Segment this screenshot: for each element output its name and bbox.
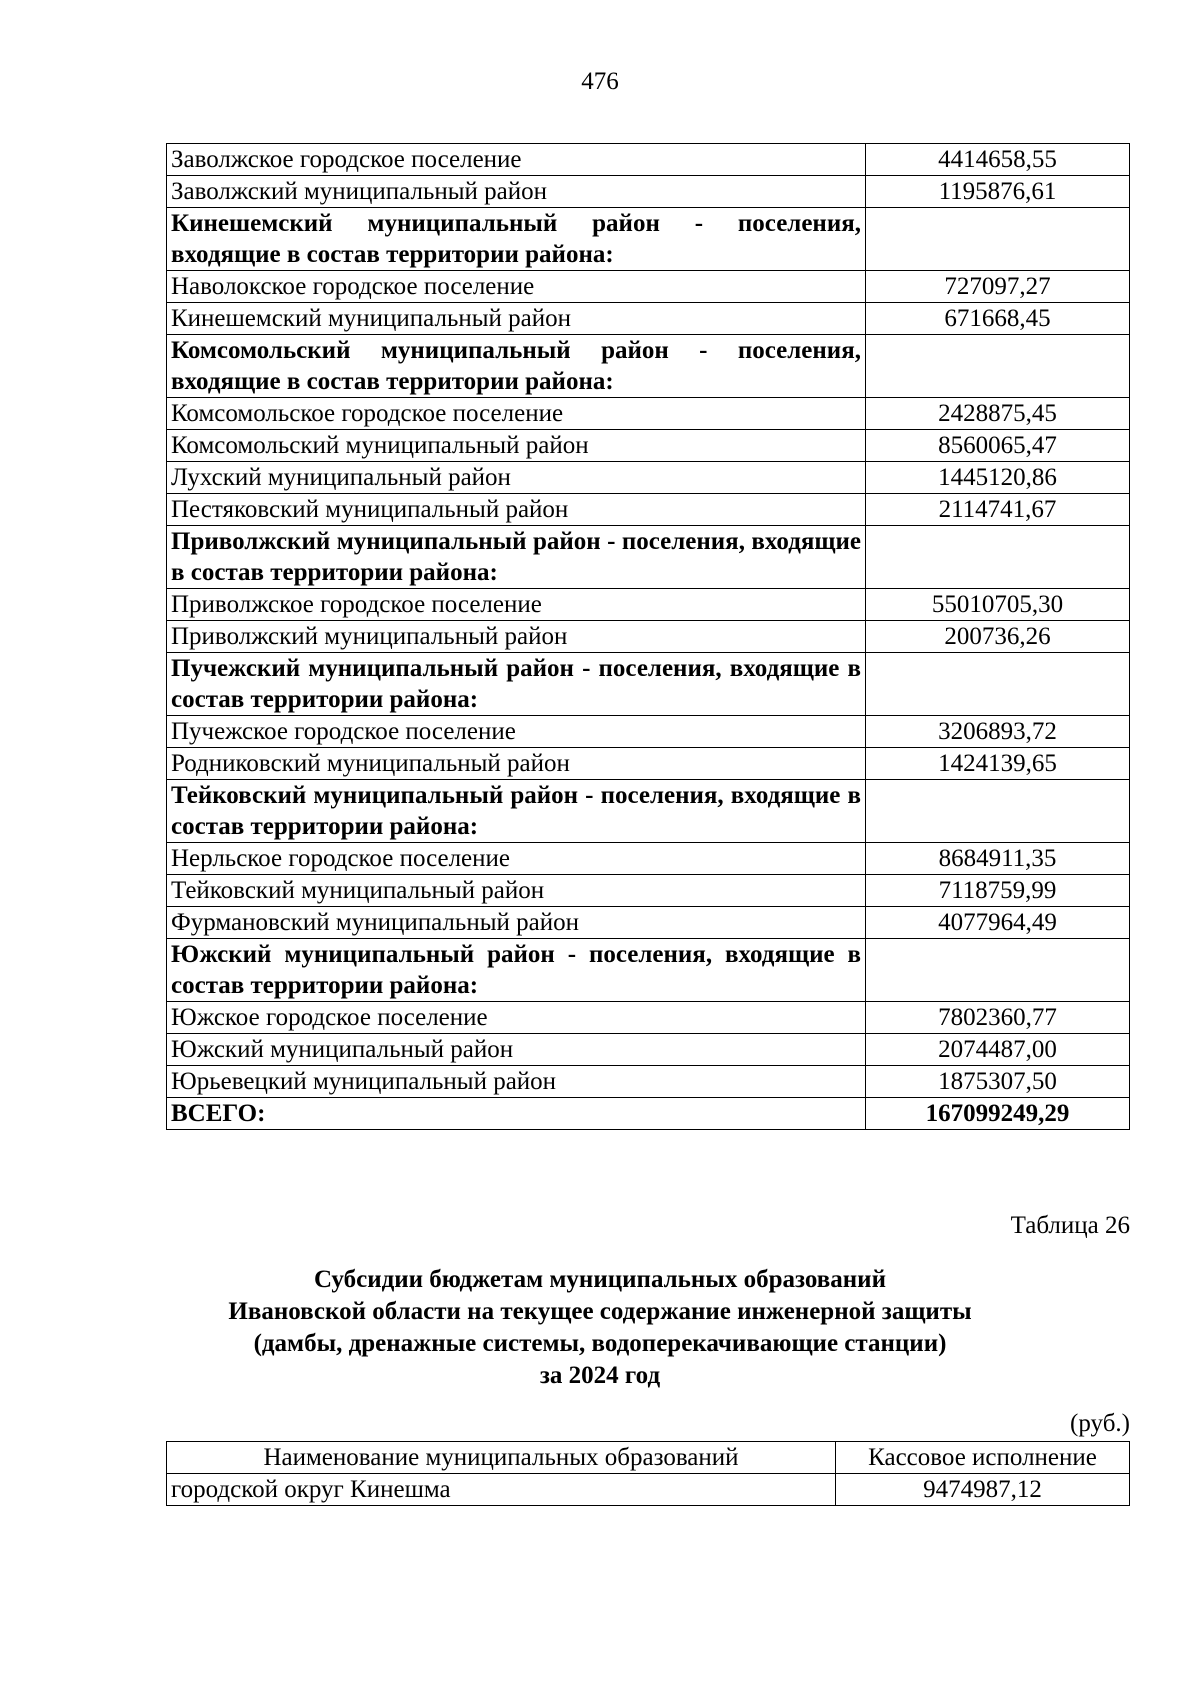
municipality-name-cell: Приволжское городское поселение: [167, 589, 866, 621]
amount-cell: 200736,26: [866, 621, 1130, 653]
municipality-name-cell: Южское городское поселение: [167, 1002, 866, 1034]
group-header-row: [167, 939, 1130, 1002]
table-row: [167, 398, 1130, 430]
municipality-name-cell: Тейковский муниципальный район - поселения, входящие в состав территории района:: [167, 780, 866, 843]
municipality-name-cell: Южский муниципальный район - поселения, входящие в состав территории района:: [167, 939, 866, 1002]
table-row: [167, 1002, 1130, 1034]
table-row: [167, 494, 1130, 526]
table-row: [167, 1066, 1130, 1098]
municipality-name-cell: Пучежское городское поселение: [167, 716, 866, 748]
municipality-name-cell: Комсомольский муниципальный район: [167, 430, 866, 462]
amount-cell: 671668,45: [866, 303, 1130, 335]
municipality-name-cell: Лухский муниципальный район: [167, 462, 866, 494]
table-title-line: за 2024 год: [539, 1362, 661, 1389]
table-title-line: (дамбы, дренажные системы, водоперекачивающие станции): [253, 1330, 947, 1357]
amount-cell: 4077964,49: [866, 907, 1130, 939]
amount-cell: 7118759,99: [866, 875, 1130, 907]
amount-cell: 3206893,72: [866, 716, 1130, 748]
municipality-name-cell: городской округ Кинешма: [167, 1474, 836, 1506]
group-header-row: [167, 780, 1130, 843]
municipality-name-cell: Южский муниципальный район: [167, 1034, 866, 1066]
municipality-name-cell: Родниковский муниципальный район: [167, 748, 866, 780]
municipality-name-cell: Пестяковский муниципальный район: [167, 494, 866, 526]
table-row: [167, 144, 1130, 176]
amount-cell: 9474987,12: [836, 1474, 1130, 1506]
table-title: [0, 1264, 1200, 1392]
amount-cell: 4414658,55: [866, 144, 1130, 176]
municipality-name-cell: Комсомольский муниципальный район - поселения, входящие в состав территории района:: [167, 335, 866, 398]
table-row: [167, 621, 1130, 653]
table-row: [167, 271, 1130, 303]
amount-cell: 2074487,00: [866, 1034, 1130, 1066]
table-row: [167, 430, 1130, 462]
municipality-name-cell: Пучежский муниципальный район - поселения, входящие в состав территории района:: [167, 653, 866, 716]
amount-cell: 1875307,50: [866, 1066, 1130, 1098]
municipality-name-cell: Фурмановский муниципальный район: [167, 907, 866, 939]
municipality-name-cell: Наволокское городское поселение: [167, 271, 866, 303]
subsidies-continuation-table: [166, 143, 1130, 1130]
page-number: 476: [581, 68, 619, 95]
municipality-name-cell: Кинешемский муниципальный район - поселения, входящие в состав территории района:: [167, 208, 866, 271]
municipality-name-cell: Приволжский муниципальный район - поселения, входящие в состав территории района:: [167, 526, 866, 589]
amount-cell: 55010705,30: [866, 589, 1130, 621]
amount-cell: 167099249,29: [866, 1098, 1130, 1130]
amount-cell: [866, 208, 1130, 271]
table-row: [167, 176, 1130, 208]
group-header-row: [167, 208, 1130, 271]
table-row: [167, 303, 1130, 335]
table-row: [167, 589, 1130, 621]
municipality-name-cell: Кинешемский муниципальный район: [167, 303, 866, 335]
table-row: [167, 748, 1130, 780]
municipality-name-cell: Заволжское городское поселение: [167, 144, 866, 176]
amount-cell: [866, 780, 1130, 843]
municipality-name-cell: Нерльское городское поселение: [167, 843, 866, 875]
amount-cell: 727097,27: [866, 271, 1130, 303]
amount-cell: 1424139,65: [866, 748, 1130, 780]
amount-cell: [866, 335, 1130, 398]
municipality-name-cell: Тейковский муниципальный район: [167, 875, 866, 907]
amount-cell: 8560065,47: [866, 430, 1130, 462]
table-row: [167, 1034, 1130, 1066]
table-title-line: Субсидии бюджетам муниципальных образований: [314, 1266, 886, 1293]
amount-cell: [866, 653, 1130, 716]
column-header-name: Наименование муниципальных образований: [167, 1442, 836, 1474]
amount-cell: 1195876,61: [866, 176, 1130, 208]
municipality-name-cell: Приволжский муниципальный район: [167, 621, 866, 653]
amount-cell: 2428875,45: [866, 398, 1130, 430]
municipality-name-cell: Комсомольское городское поселение: [167, 398, 866, 430]
amount-cell: 7802360,77: [866, 1002, 1130, 1034]
table-row: [167, 462, 1130, 494]
units-label: (руб.): [1070, 1410, 1130, 1437]
amount-cell: 1445120,86: [866, 462, 1130, 494]
amount-cell: [866, 526, 1130, 589]
table-row: [167, 843, 1130, 875]
column-header-value: Кассовое исполнение: [836, 1442, 1130, 1474]
municipality-name-cell: Заволжский муниципальный район: [167, 176, 866, 208]
amount-cell: 2114741,67: [866, 494, 1130, 526]
group-header-row: [167, 653, 1130, 716]
municipality-name-cell: ВСЕГО:: [167, 1098, 866, 1130]
amount-cell: [866, 939, 1130, 1002]
group-header-row: [167, 335, 1130, 398]
amount-cell: 8684911,35: [866, 843, 1130, 875]
group-header-row: [167, 526, 1130, 589]
table-row: [167, 716, 1130, 748]
table-caption: Таблица 26: [1010, 1212, 1130, 1239]
table-header-row: [167, 1442, 1130, 1474]
total-row: [167, 1098, 1130, 1130]
table-row: [167, 875, 1130, 907]
table-row: [167, 1474, 1130, 1506]
table-title-line: Ивановской области на текущее содержание инженерной защиты: [228, 1298, 972, 1325]
table-row: [167, 907, 1130, 939]
engineering-protection-subsidies-table: [166, 1441, 1130, 1506]
municipality-name-cell: Юрьевецкий муниципальный район: [167, 1066, 866, 1098]
